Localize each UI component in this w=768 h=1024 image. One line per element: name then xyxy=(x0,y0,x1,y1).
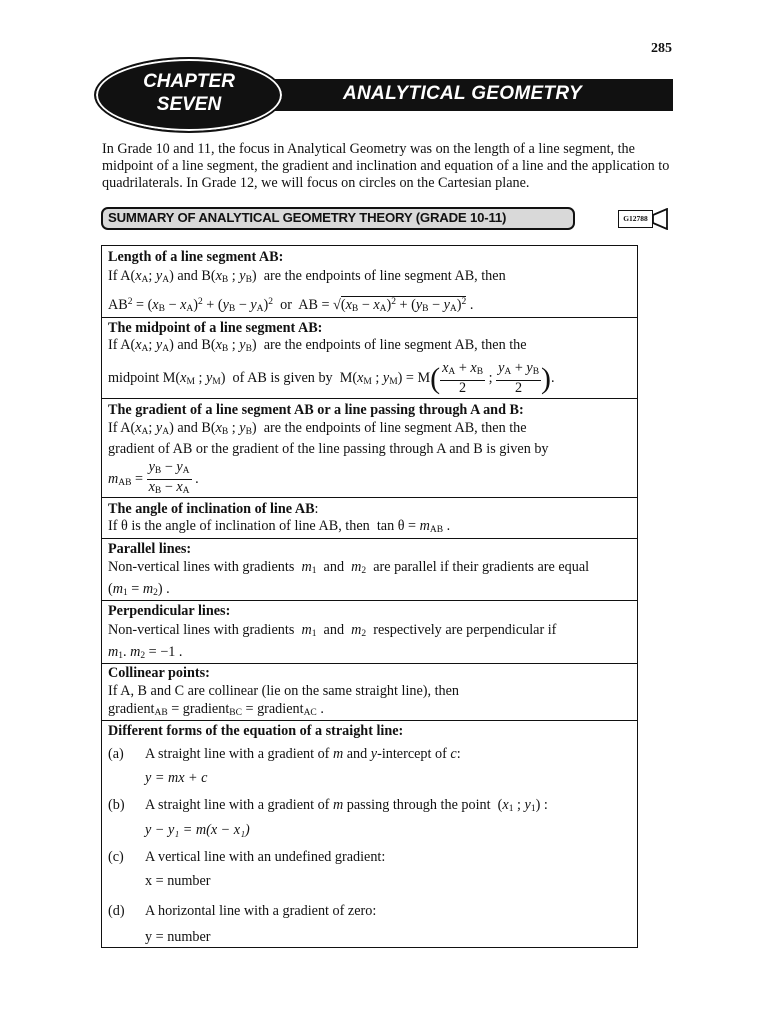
form-d-label: (d) xyxy=(108,903,125,919)
collinear-text: If A, B and C are collinear (lie on the same straight line), then xyxy=(108,683,460,699)
parallel-condition: $(m_1 = m_2)$ . xyxy=(108,581,170,598)
form-b-label: (b) xyxy=(108,797,125,813)
midpoint-text-b: of AB is given by xyxy=(232,369,333,386)
collinear-heading: Collinear points: xyxy=(108,665,210,681)
length-text: are the endpoints of line segment AB, then xyxy=(263,268,506,284)
gradient-formula: $m_{AB}$ = $\frac{y_B - y_A}{x_B - x_A}$ . xyxy=(108,459,199,496)
form-b-equation: y − y₁ = m(x − x₁) xyxy=(145,822,250,838)
chapter-line-1: CHAPTER xyxy=(143,71,235,92)
form-c-text: A vertical line with an undefined gradient: xyxy=(145,849,386,865)
form-a-equation: y = mx + c xyxy=(145,770,208,786)
video-code: G12788 xyxy=(623,214,648,223)
video-code-box[interactable] xyxy=(618,210,653,228)
form-b-text: A straight line with a gradient of m passing through the point ($x_1$ ; $y_1$) : xyxy=(145,797,548,814)
midpoint-line-1: If $A(x_A$; $y_A$) and $B(x_B$ ; $y_B$) are the endpoints of line segment AB, then the xyxy=(108,337,527,354)
form-d-text: A horizontal line with a gradient of zero: xyxy=(145,903,377,919)
gradient-line-1: If $A(x_A$; $y_A$) and $B(x_B$ ; $y_B$) are the endpoints of line segment AB, then the xyxy=(108,420,527,437)
parallel-heading: Parallel lines: xyxy=(108,541,192,557)
chapter-label xyxy=(94,70,284,116)
inclination-text: is the angle of inclination of line AB, then xyxy=(131,518,370,534)
midpoint-heading: The midpoint of a line segment AB: xyxy=(108,320,323,336)
inclination-heading: The angle of inclination of line AB xyxy=(108,501,315,517)
perpendicular-line-1: Non-vertical lines with gradients $m_1$ and $m_2$ respectively are perpendicular if xyxy=(108,622,557,639)
form-c-equation: x = number xyxy=(145,873,211,889)
midpoint-text-a: are the endpoints of line segment AB, then the xyxy=(263,337,527,353)
parallel-line-1: Non-vertical lines with gradients $m_1$ and $m_2$ are parallel if their gradients are equal xyxy=(108,559,590,576)
forms-heading: Different forms of the equation of a straight line: xyxy=(108,723,404,739)
inclination-line-1: If θ is the angle of inclination of line AB, then $\tan \theta = m_{AB}$ . xyxy=(108,518,451,535)
perpendicular-text-b: respectively are perpendicular if xyxy=(373,622,557,638)
page-number: 285 xyxy=(651,41,672,56)
parallel-text-b: are parallel if their gradients are equal xyxy=(373,559,590,575)
collinear-condition: gradient$_{AB}$ = gradient$_{BC}$ = gradient$_{AC}$ . xyxy=(108,701,324,718)
summary-heading: SUMMARY OF ANALYTICAL GEOMETRY THEORY (GRADE 10-11) xyxy=(108,210,507,225)
length-line-1: If $A(x_A$; $y_A$) and $B(x_B$ ; $y_B$) are the endpoints of line segment AB, then xyxy=(108,268,506,285)
form-a-label: (a) xyxy=(108,746,124,762)
form-a-desc: A straight line with a gradient of xyxy=(145,746,330,762)
inclination-heading-line: The angle of inclination of line AB: xyxy=(108,501,319,517)
length-heading: Length of a line segment AB: xyxy=(108,249,284,265)
chapter-line-2: SEVEN xyxy=(156,94,222,115)
gradient-text-b: gradient of AB or the gradient of the line passing through A and B is given by xyxy=(108,441,549,457)
video-camera-icon[interactable] xyxy=(652,208,670,230)
chapter-title: ANALYTICAL GEOMETRY xyxy=(343,83,582,104)
form-b-desc: A straight line with a gradient of xyxy=(145,797,330,813)
form-c-label: (c) xyxy=(108,849,124,865)
gradient-text-a: are the endpoints of line segment AB, then the xyxy=(263,420,527,436)
midpoint-formula: midpoint $M(x_M$ ; $y_M$) of AB is given by $M(x_M$ ; $y_M) = M$( $\frac{x_A + x_B}{2}$ ; $\frac{y_A + y_B}{2}$ ). xyxy=(108,360,555,396)
perpendicular-text-a: Non-vertical lines with gradients xyxy=(108,622,295,638)
parallel-text-a: Non-vertical lines with gradients xyxy=(108,559,295,575)
row-divider xyxy=(101,600,638,601)
intro-paragraph: In Grade 10 and 11, the focus in Analytical Geometry was on the length of a line segment, the midpoint of a line segment, the gradient and inclination and equation of a line and the application to quadrilaterals. In Grade 12, we will focus on circles on the Cartesian plane. xyxy=(102,141,670,191)
perpendicular-condition: $m_1$. $m_2 = -1$ . xyxy=(108,644,183,661)
perpendicular-heading: Perpendicular lines: xyxy=(108,603,231,619)
form-d-equation: y = number xyxy=(145,929,211,945)
form-a-text: A straight line with a gradient of m and y-intercept of c: xyxy=(145,746,461,762)
length-formula: $AB^2 = (x_B - x_A)^2 + (y_B - y_A)^2$ or AB = $√(x_B - x_A)^2 + (y_B - y_A)^2$ . xyxy=(108,297,474,314)
row-divider xyxy=(101,398,638,399)
gradient-heading: The gradient of a line segment AB or a line passing through A and B: xyxy=(108,402,524,418)
